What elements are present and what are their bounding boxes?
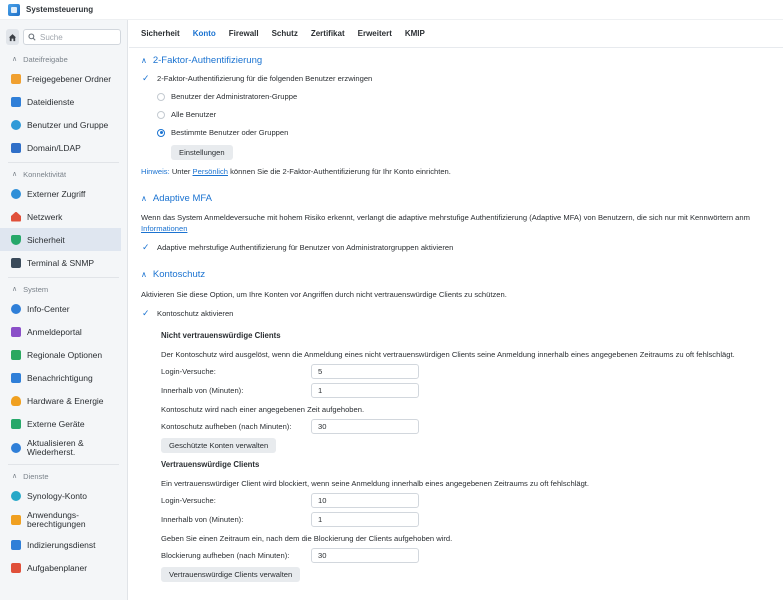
account-icon bbox=[11, 491, 21, 501]
radio-admin-group[interactable]: Benutzer der Administratoren-Gruppe bbox=[129, 92, 783, 101]
sidebar-item-hardware-energie[interactable]: Hardware & Energie bbox=[0, 389, 121, 412]
login-portal-icon bbox=[11, 327, 21, 337]
window-title: Systemsteuerung bbox=[26, 5, 94, 14]
globe-icon bbox=[11, 189, 21, 199]
sidebar-group-header[interactable]: ∧ Dienste bbox=[12, 471, 49, 481]
section-header-2fa[interactable]: ∧ 2-Faktor-Authentifizierung bbox=[141, 54, 263, 66]
radio-button[interactable] bbox=[157, 111, 165, 119]
sidebar-group-konnektivitaet bbox=[0, 166, 127, 274]
chevron-up-icon: ∧ bbox=[12, 473, 18, 480]
sidebar-item-benachrichtigung[interactable]: Benachrichtigung bbox=[0, 366, 121, 389]
sidebar-item-aufgabenplaner[interactable]: Aufgabenplaner bbox=[0, 556, 121, 579]
domain-icon bbox=[11, 143, 21, 153]
persoenlich-link[interactable]: Persönlich bbox=[192, 167, 228, 176]
chevron-up-icon: ∧ bbox=[141, 193, 147, 203]
mfa-info-link[interactable]: Informationen bbox=[141, 224, 188, 233]
sidebar-item-anmeldeportal[interactable]: Anmeldeportal bbox=[0, 320, 121, 343]
checkmark-icon: ✓ bbox=[142, 242, 150, 252]
bulb-icon bbox=[11, 396, 21, 406]
untrusted-within-row: Innerhalb von (Minuten): 1 bbox=[129, 383, 783, 398]
untrusted-description: Der Kontoschutz wird ausgelöst, wenn die Anmeldung eines nicht vertrauenswürdigen Clients seine Anmeldung innerhalb eines angegebenen Zeitraums zu oft fehlschlägt. bbox=[161, 350, 735, 359]
untrusted-login-attempts-input[interactable] bbox=[311, 364, 419, 379]
untrusted-clients-title: Nicht vertrauenswürdige Clients bbox=[161, 331, 281, 340]
sidebar-item-synology-konto[interactable]: Synology-Konto bbox=[0, 484, 121, 507]
home-network-icon bbox=[11, 212, 21, 222]
chevron-up-icon: ∧ bbox=[141, 55, 147, 65]
lock-icon bbox=[11, 515, 21, 525]
terminal-icon bbox=[11, 258, 21, 268]
radio-button-selected[interactable] bbox=[157, 129, 165, 137]
notification-icon bbox=[11, 373, 21, 383]
chevron-up-icon: ∧ bbox=[12, 56, 18, 63]
sidebar-divider bbox=[8, 464, 119, 465]
section-header-adaptive-mfa[interactable]: ∧ Adaptive MFA bbox=[141, 192, 212, 204]
radio-button[interactable] bbox=[157, 93, 165, 101]
index-icon bbox=[11, 540, 21, 550]
control-panel-icon bbox=[8, 4, 20, 16]
trusted-clients-title: Vertrauenswürdige Clients bbox=[161, 460, 260, 469]
shield-icon bbox=[11, 235, 21, 245]
manage-trusted-row bbox=[129, 567, 783, 582]
enable-protection-checkbox[interactable]: ✓ Kontoschutz aktivieren bbox=[142, 308, 234, 318]
sidebar-item-benutzer-und-gruppe[interactable]: Benutzer und Gruppe bbox=[0, 113, 121, 136]
manage-protected-accounts-button[interactable]: Geschützte Konten verwalten bbox=[161, 438, 276, 453]
search-box bbox=[23, 29, 121, 45]
untrusted-lift-input[interactable] bbox=[311, 419, 419, 434]
sidebar-item-anwendungsberechtigungen[interactable]: Anwendungs-berechtigungen bbox=[0, 507, 121, 533]
manage-trusted-clients-button[interactable]: Vertrauenswürdige Clients verwalten bbox=[161, 567, 300, 582]
enable-adaptive-mfa-checkbox[interactable]: ✓ Adaptive mehrstufige Authentifizierung für Benutzer von Administratorgruppen aktivieren bbox=[142, 242, 454, 252]
home-icon bbox=[8, 33, 17, 42]
tab-zertifikat[interactable]: Zertifikat bbox=[310, 29, 345, 38]
trusted-description: Ein vertrauenswürdiger Client wird blockiert, wenn seine Anmeldung innerhalb eines angegebenen Zeitraums zu oft fehlschlägt. bbox=[161, 479, 590, 488]
sidebar-group-system bbox=[0, 281, 127, 461]
folder-icon bbox=[11, 74, 21, 84]
trusted-within-row: Innerhalb von (Minuten): 1 bbox=[129, 512, 783, 527]
tab-schutz[interactable]: Schutz bbox=[271, 29, 298, 38]
chevron-up-icon: ∧ bbox=[12, 171, 18, 178]
manage-protected-row bbox=[129, 438, 783, 453]
info-icon bbox=[11, 304, 21, 314]
mfa-description: Wenn das System Anmeldeversuche mit hohem Risiko erkennt, verlangt die adaptive mehrstufige Authentifizierung (Adaptive MFA) von Benutzern, die sich nur mit Kennwörtern anm bbox=[141, 213, 750, 222]
home-button[interactable] bbox=[6, 29, 19, 45]
sidebar-item-dateidienste[interactable]: Dateidienste bbox=[0, 90, 121, 113]
sidebar-group-header[interactable]: ∧ Dateifreigabe bbox=[12, 54, 68, 64]
regional-icon bbox=[11, 350, 21, 360]
sidebar-item-externer-zugriff[interactable]: Externer Zugriff bbox=[0, 182, 121, 205]
trusted-within-input[interactable] bbox=[311, 512, 419, 527]
search-icon bbox=[28, 33, 36, 41]
tab-konto[interactable]: Konto bbox=[192, 29, 216, 38]
chevron-up-icon: ∧ bbox=[141, 269, 147, 279]
tab-sicherheit[interactable]: Sicherheit bbox=[141, 29, 180, 38]
mfa-info-row bbox=[129, 224, 783, 233]
untrusted-lift-note: Kontoschutz wird nach einer angegebenen Zeit aufgehoben. bbox=[161, 405, 365, 414]
sidebar-item-freigegebener-ordner[interactable]: Freigegebener Ordner bbox=[0, 67, 121, 90]
sidebar-group-dateifreigabe bbox=[0, 51, 127, 159]
sidebar-item-domain-ldap[interactable]: Domain/LDAP bbox=[0, 136, 121, 159]
update-icon bbox=[11, 443, 21, 453]
sidebar-item-sicherheit[interactable]: Sicherheit bbox=[0, 228, 121, 251]
sidebar-group-header[interactable]: ∧ System bbox=[12, 284, 49, 294]
sidebar-group-header[interactable]: ∧ Konnektivität bbox=[12, 169, 67, 179]
sidebar-item-externe-geraete[interactable]: Externe Geräte bbox=[0, 412, 121, 435]
calendar-icon bbox=[11, 563, 21, 573]
checkmark-icon: ✓ bbox=[142, 308, 150, 318]
title-bar bbox=[0, 0, 783, 20]
sidebar bbox=[0, 20, 128, 600]
enforce-2fa-checkbox[interactable]: ✓ 2-Faktor-Authentifizierung für die folgenden Benutzer erzwingen bbox=[142, 73, 373, 83]
protection-description: Aktivieren Sie diese Option, um Ihre Konten vor Angriffen durch nicht vertrauenswürdige Clients zu schützen. bbox=[141, 290, 507, 299]
tab-bar bbox=[129, 20, 783, 48]
sidebar-item-terminal-snmp[interactable]: Terminal & SNMP bbox=[0, 251, 121, 274]
radio-all-users[interactable]: Alle Benutzer bbox=[129, 110, 783, 119]
sidebar-item-indizierungsdienst[interactable]: Indizierungsdienst bbox=[0, 533, 121, 556]
users-icon bbox=[11, 120, 21, 130]
tab-erweitert[interactable]: Erweitert bbox=[357, 29, 392, 38]
section-header-kontoschutz[interactable]: ∧ Kontoschutz bbox=[141, 268, 206, 280]
main-panel bbox=[129, 20, 783, 600]
hint-text: Hinweis: Unter Persönlich können Sie die 2-Faktor-Authentifizierung für Ihr Konto einrichten. bbox=[141, 167, 451, 176]
untrusted-within-input[interactable] bbox=[311, 383, 419, 398]
external-devices-icon bbox=[11, 419, 21, 429]
untrusted-login-attempts-row: Login-Versuche: 5 bbox=[129, 364, 783, 379]
sidebar-item-info-center[interactable]: Info-Center bbox=[0, 297, 121, 320]
trusted-lift-input[interactable] bbox=[311, 548, 419, 563]
sidebar-divider bbox=[8, 162, 119, 163]
sidebar-group-dienste bbox=[0, 468, 127, 579]
file-services-icon bbox=[11, 97, 21, 107]
tab-firewall[interactable]: Firewall bbox=[228, 29, 259, 38]
tab-kmip[interactable]: KMIP bbox=[404, 29, 425, 38]
search-input[interactable] bbox=[40, 33, 120, 42]
settings-row bbox=[129, 145, 783, 160]
radio-specific-users[interactable]: Bestimmte Benutzer oder Gruppen bbox=[129, 128, 783, 137]
trusted-login-attempts-input[interactable] bbox=[311, 493, 419, 508]
sidebar-item-netzwerk[interactable]: Netzwerk bbox=[0, 205, 121, 228]
sidebar-item-aktualisieren[interactable]: Aktualisieren & Wiederherst. bbox=[0, 435, 121, 461]
trusted-lift-row: Blockierung aufheben (nach Minuten): 30 bbox=[129, 548, 783, 563]
settings-button[interactable]: Einstellungen bbox=[171, 145, 233, 160]
sidebar-item-regionale-optionen[interactable]: Regionale Optionen bbox=[0, 343, 121, 366]
trusted-lift-note: Geben Sie einen Zeitraum ein, nach dem die Blockierung der Clients aufgehoben wird. bbox=[161, 534, 453, 543]
checkmark-icon: ✓ bbox=[142, 73, 150, 83]
chevron-up-icon: ∧ bbox=[12, 286, 18, 293]
sidebar-divider bbox=[8, 277, 119, 278]
untrusted-lift-row: Kontoschutz aufheben (nach Minuten): 30 bbox=[129, 419, 783, 434]
trusted-login-attempts-row: Login-Versuche: 10 bbox=[129, 493, 783, 508]
